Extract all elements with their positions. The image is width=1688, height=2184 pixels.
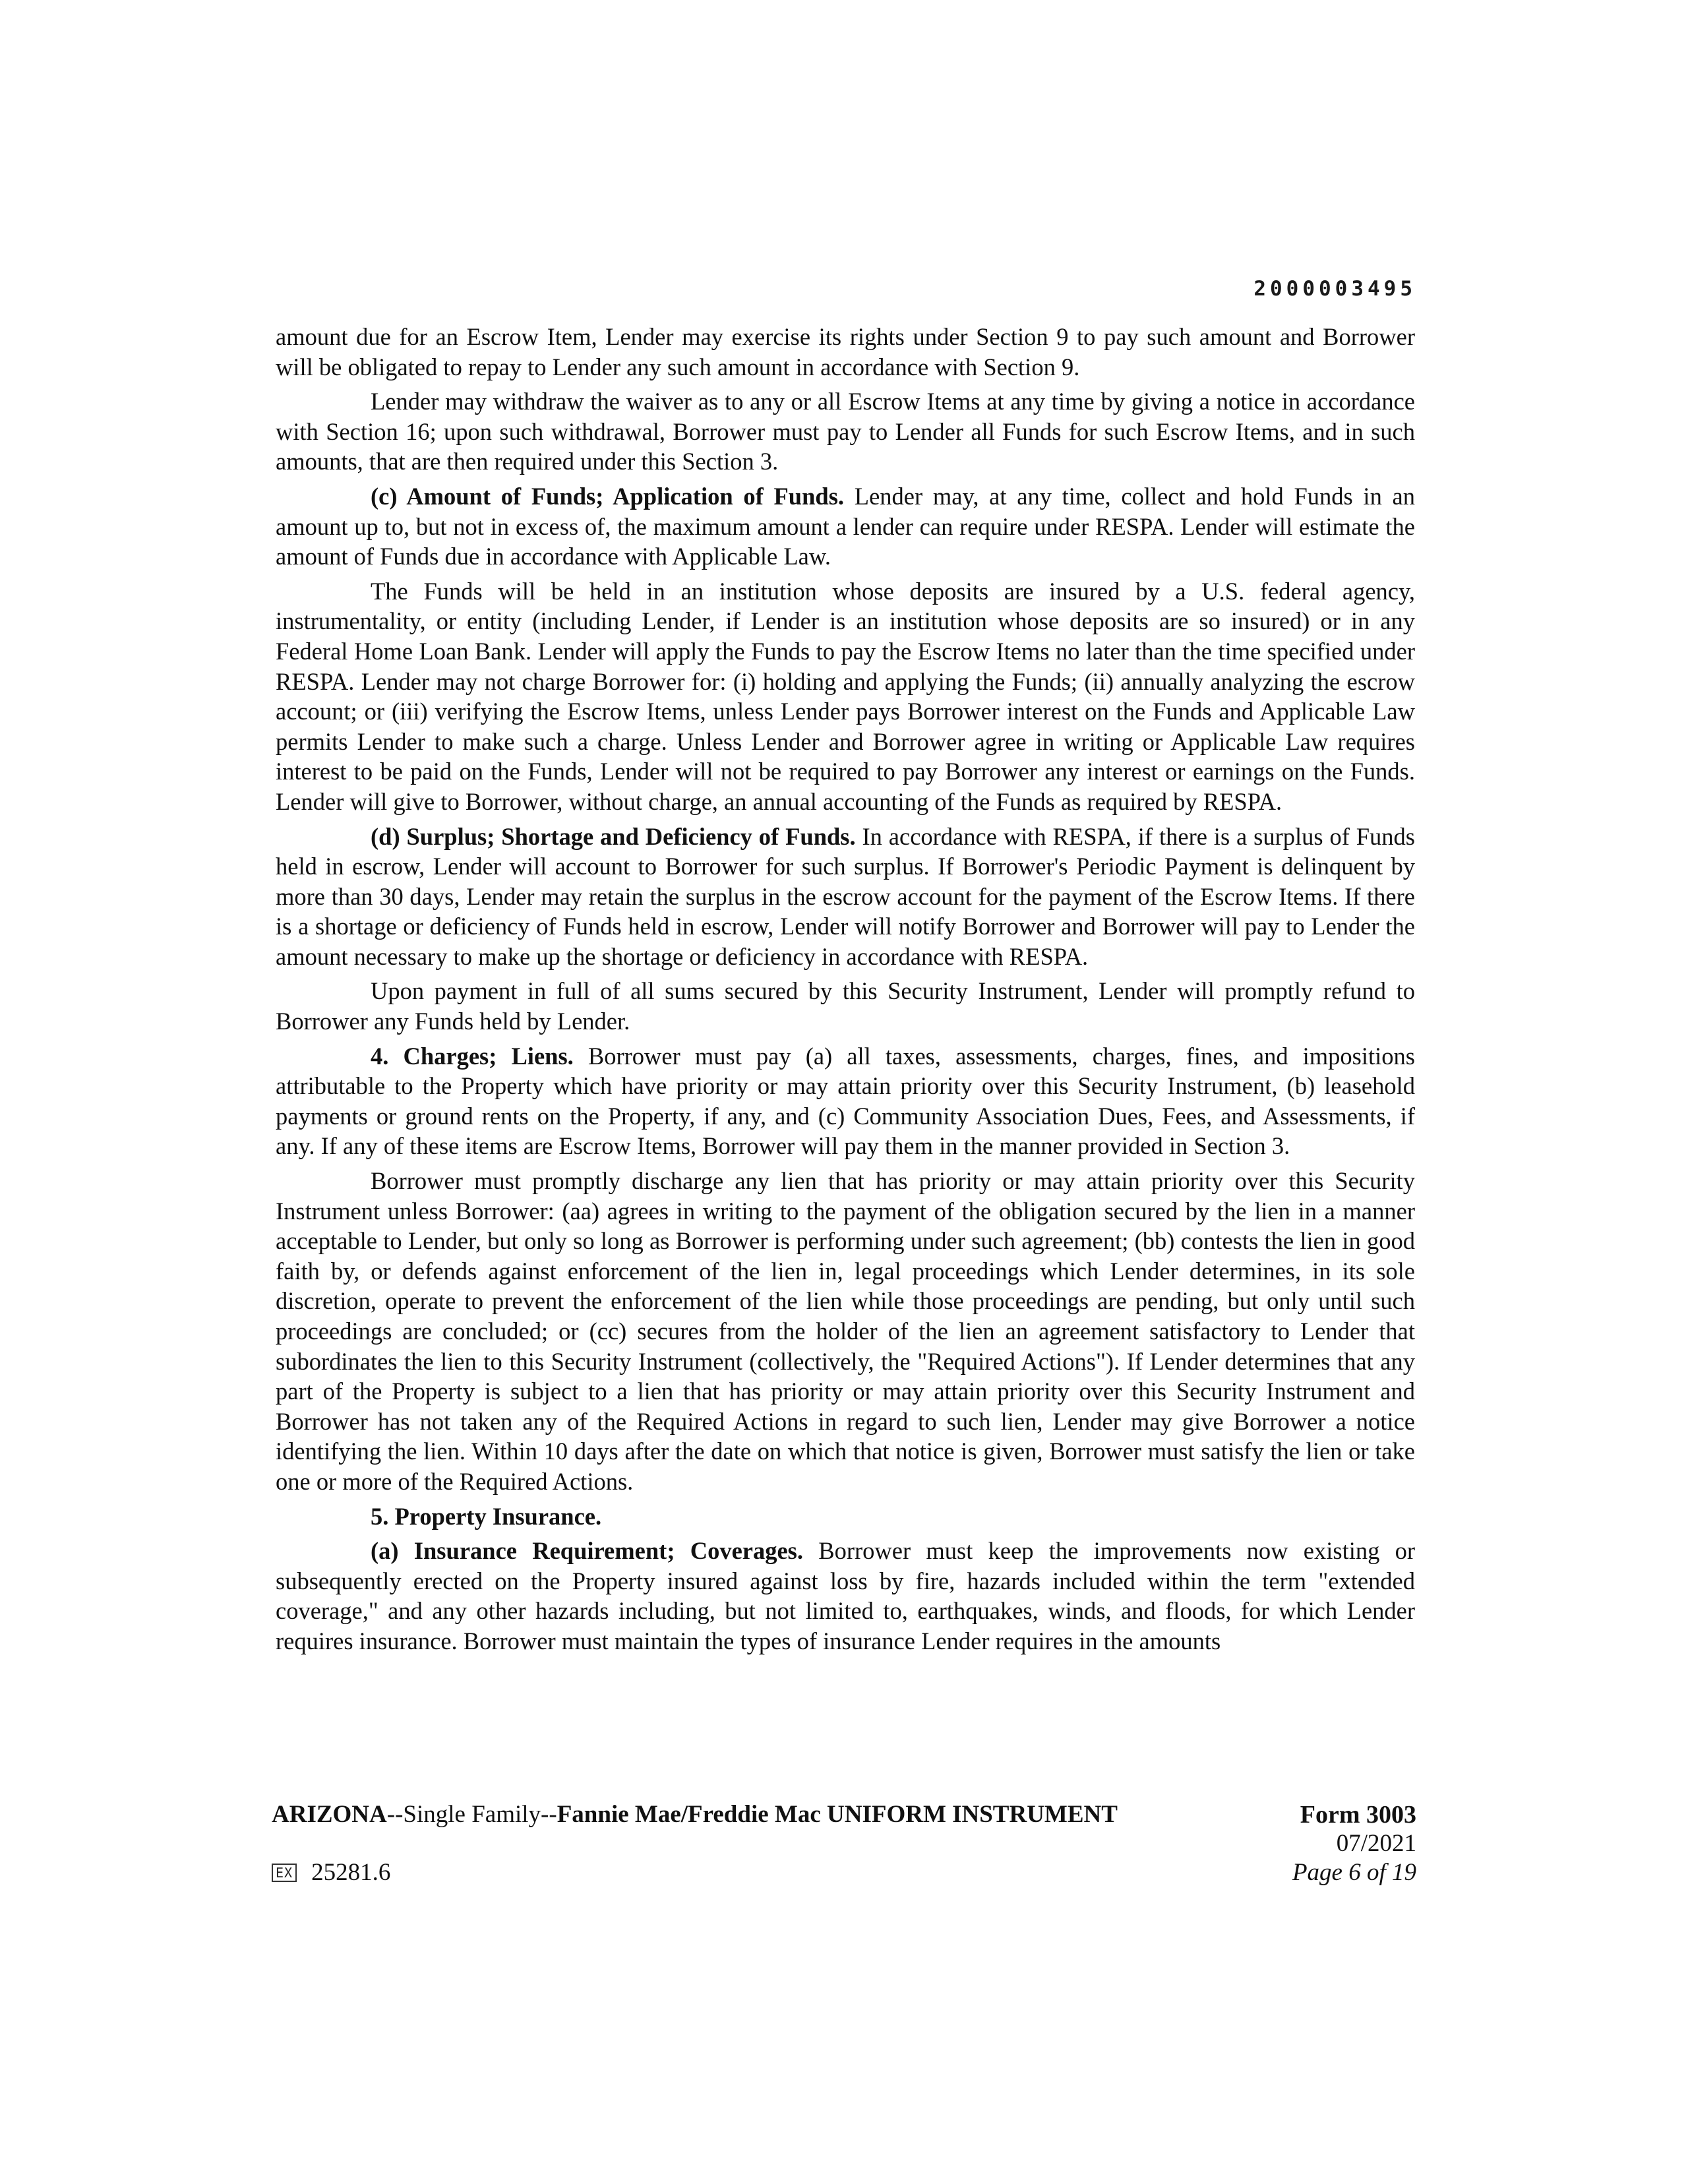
paragraph-text: Lender may withdraw the waiver as to any or all Escrow Items at any time by giving a notice in accordance with Section 16; upon such withdrawal, Borrower must pay to Lender all Funds for such Escrow Items, and in such amounts, that are then required under this Section 3. (276, 388, 1415, 475)
paragraph-text: Borrower must keep the improvements now existing or subsequently erected on the Property insured against loss by fire, hazards included within the term "extended coverage," and any other hazards including, but not limited to, earthquakes, winds, and floods, for which Lender requires insurance. Borrower must maintain the types of insurance Lender requires in the amounts (276, 1537, 1416, 1654)
paragraph-text: Upon payment in full of all sums secured by this Security Instrument, Lender will promptly refund to Borrower any Funds held by Lender. (276, 977, 1415, 1035)
paragraph-text: Lender may, at any time, collect and hold Funds in an amount up to, but not in excess of, the maximum amount a lender can require under RESPA. Lender will estimate the amount of Funds due in accordance with Applicable Law. (276, 482, 1415, 570)
paragraph (276, 386, 1415, 477)
paragraph-heading: (a) Insurance Requirement; Coverages. (371, 1537, 804, 1565)
paragraph-text: Borrower must pay (a) all taxes, assessments, charges, fines, and impositions attributable to the Property which have priority or may attain priority over this Security Instrument, (b) leasehold payments or ground rents on the Property, if any, and (c) Community Association Dues, Fees, and Assessments, if any. If any of these items are Escrow Items, Borrower will pay them in the manner provided in Section 3. (276, 1042, 1416, 1160)
paragraph-text: The Funds will be held in an institution whose deposits are insured by a U.S. federal agency, instrumentality, or entity (including Lender, if Lender is an institution whose deposits are so insured) or in any Federal Home Loan Bank. Lender will apply the Funds to pay the Escrow Items no later than the time specified under RESPA. Lender may not charge Borrower for: (i) holding and applying the Funds; (ii) annually analyzing the escrow account; or (iii) verifying the Escrow Items, unless Lender pays Borrower interest on the Funds and Applicable Law permits Lender to make such a charge. Unless Lender and Borrower agree in writing or Applicable Law requires interest to be paid on the Funds, Lender will not be required to pay Borrower any interest or earnings on the Funds. Lender will give to Borrower, without charge, an annual accounting of the Funds as required by RESPA. (276, 577, 1415, 815)
form-date: 07/2021 (1336, 1830, 1416, 1857)
footer-state: ARIZONA (272, 1801, 387, 1828)
paragraph-text: In accordance with RESPA, if there is a surplus of Funds held in escrow, Lender will account to Borrower for such surplus. If Borrower's Periodic Payment is delinquent by more than 30 days, Lender may retain the surplus in the escrow account for the payment of the Escrow Items. If there is a shortage or deficiency of Funds held in escrow, Lender will notify Borrower and Borrower will pay to Lender the amount necessary to make up the shortage or deficiency in accordance with RESPA. (276, 822, 1415, 970)
paragraph-text: amount due for an Escrow Item, Lender may exercise its rights under Section 9 to pay such amount and Borrower will be obligated to repay to Lender any such amount in accordance with Section 9. (276, 323, 1415, 380)
footer-doc-code (272, 1858, 390, 1887)
footer-title: Fannie Mae/Freddie Mac UNIFORM INSTRUMENT (557, 1801, 1118, 1828)
paragraph (276, 822, 1415, 972)
doc-code: 25281.6 (311, 1859, 391, 1886)
form-number: Form 3003 (1300, 1801, 1416, 1829)
paragraph (276, 481, 1415, 572)
paragraph-heading: (c) Amount of Funds; Application of Funds. (371, 482, 845, 510)
section-heading (276, 1502, 1415, 1532)
paragraph (276, 976, 1415, 1036)
footer-separator: --Single Family-- (386, 1801, 557, 1828)
ex-badge-icon: EX (272, 1864, 297, 1882)
loan-number: 2000003495 (1253, 277, 1416, 301)
paragraph-heading: 5. Property Insurance. (371, 1502, 602, 1530)
paragraph-heading: 4. Charges; Liens. (371, 1042, 574, 1070)
paragraph-heading: (d) Surplus; Shortage and Deficiency of Funds. (371, 822, 856, 850)
paragraph-text: Borrower must promptly discharge any lien that has priority or may attain priority over this Security Instrument unless Borrower: (aa) agrees in writing to the payment of the obligation secured by the lien in a manner acceptable to Lender, but only so long as Borrower is performing under such agreement; (bb) contests the lien in good faith by, or defends against enforcement of the lien in, legal proceedings which Lender determines, in its sole discretion, operate to prevent the enforcement of the lien while those proceedings are pending, but only until such proceedings are concluded; or (cc) secures from the holder of the lien an agreement satisfactory to Lender that subordinates the lien to this Security Instrument (collectively, the "Required Actions"). If Lender determines that any part of the Property is subject to a lien that has priority or may attain priority over this Security Instrument and Borrower has not taken any of the Required Actions in regard to such lien, Lender may give Borrower a notice identifying the lien. Within 10 days after the date on which that notice is given, Borrower must satisfy the lien or take one or more of the Required Actions. (276, 1167, 1415, 1495)
footer-form-info (1292, 1800, 1416, 1887)
paragraph (276, 1166, 1415, 1497)
paragraph (276, 576, 1415, 817)
page-number: Page 6 of 19 (1292, 1859, 1416, 1886)
paragraph (276, 322, 1415, 382)
document-body (276, 322, 1415, 1661)
paragraph (276, 1536, 1415, 1656)
paragraph (276, 1041, 1415, 1161)
footer-instrument-title (272, 1800, 1118, 1829)
